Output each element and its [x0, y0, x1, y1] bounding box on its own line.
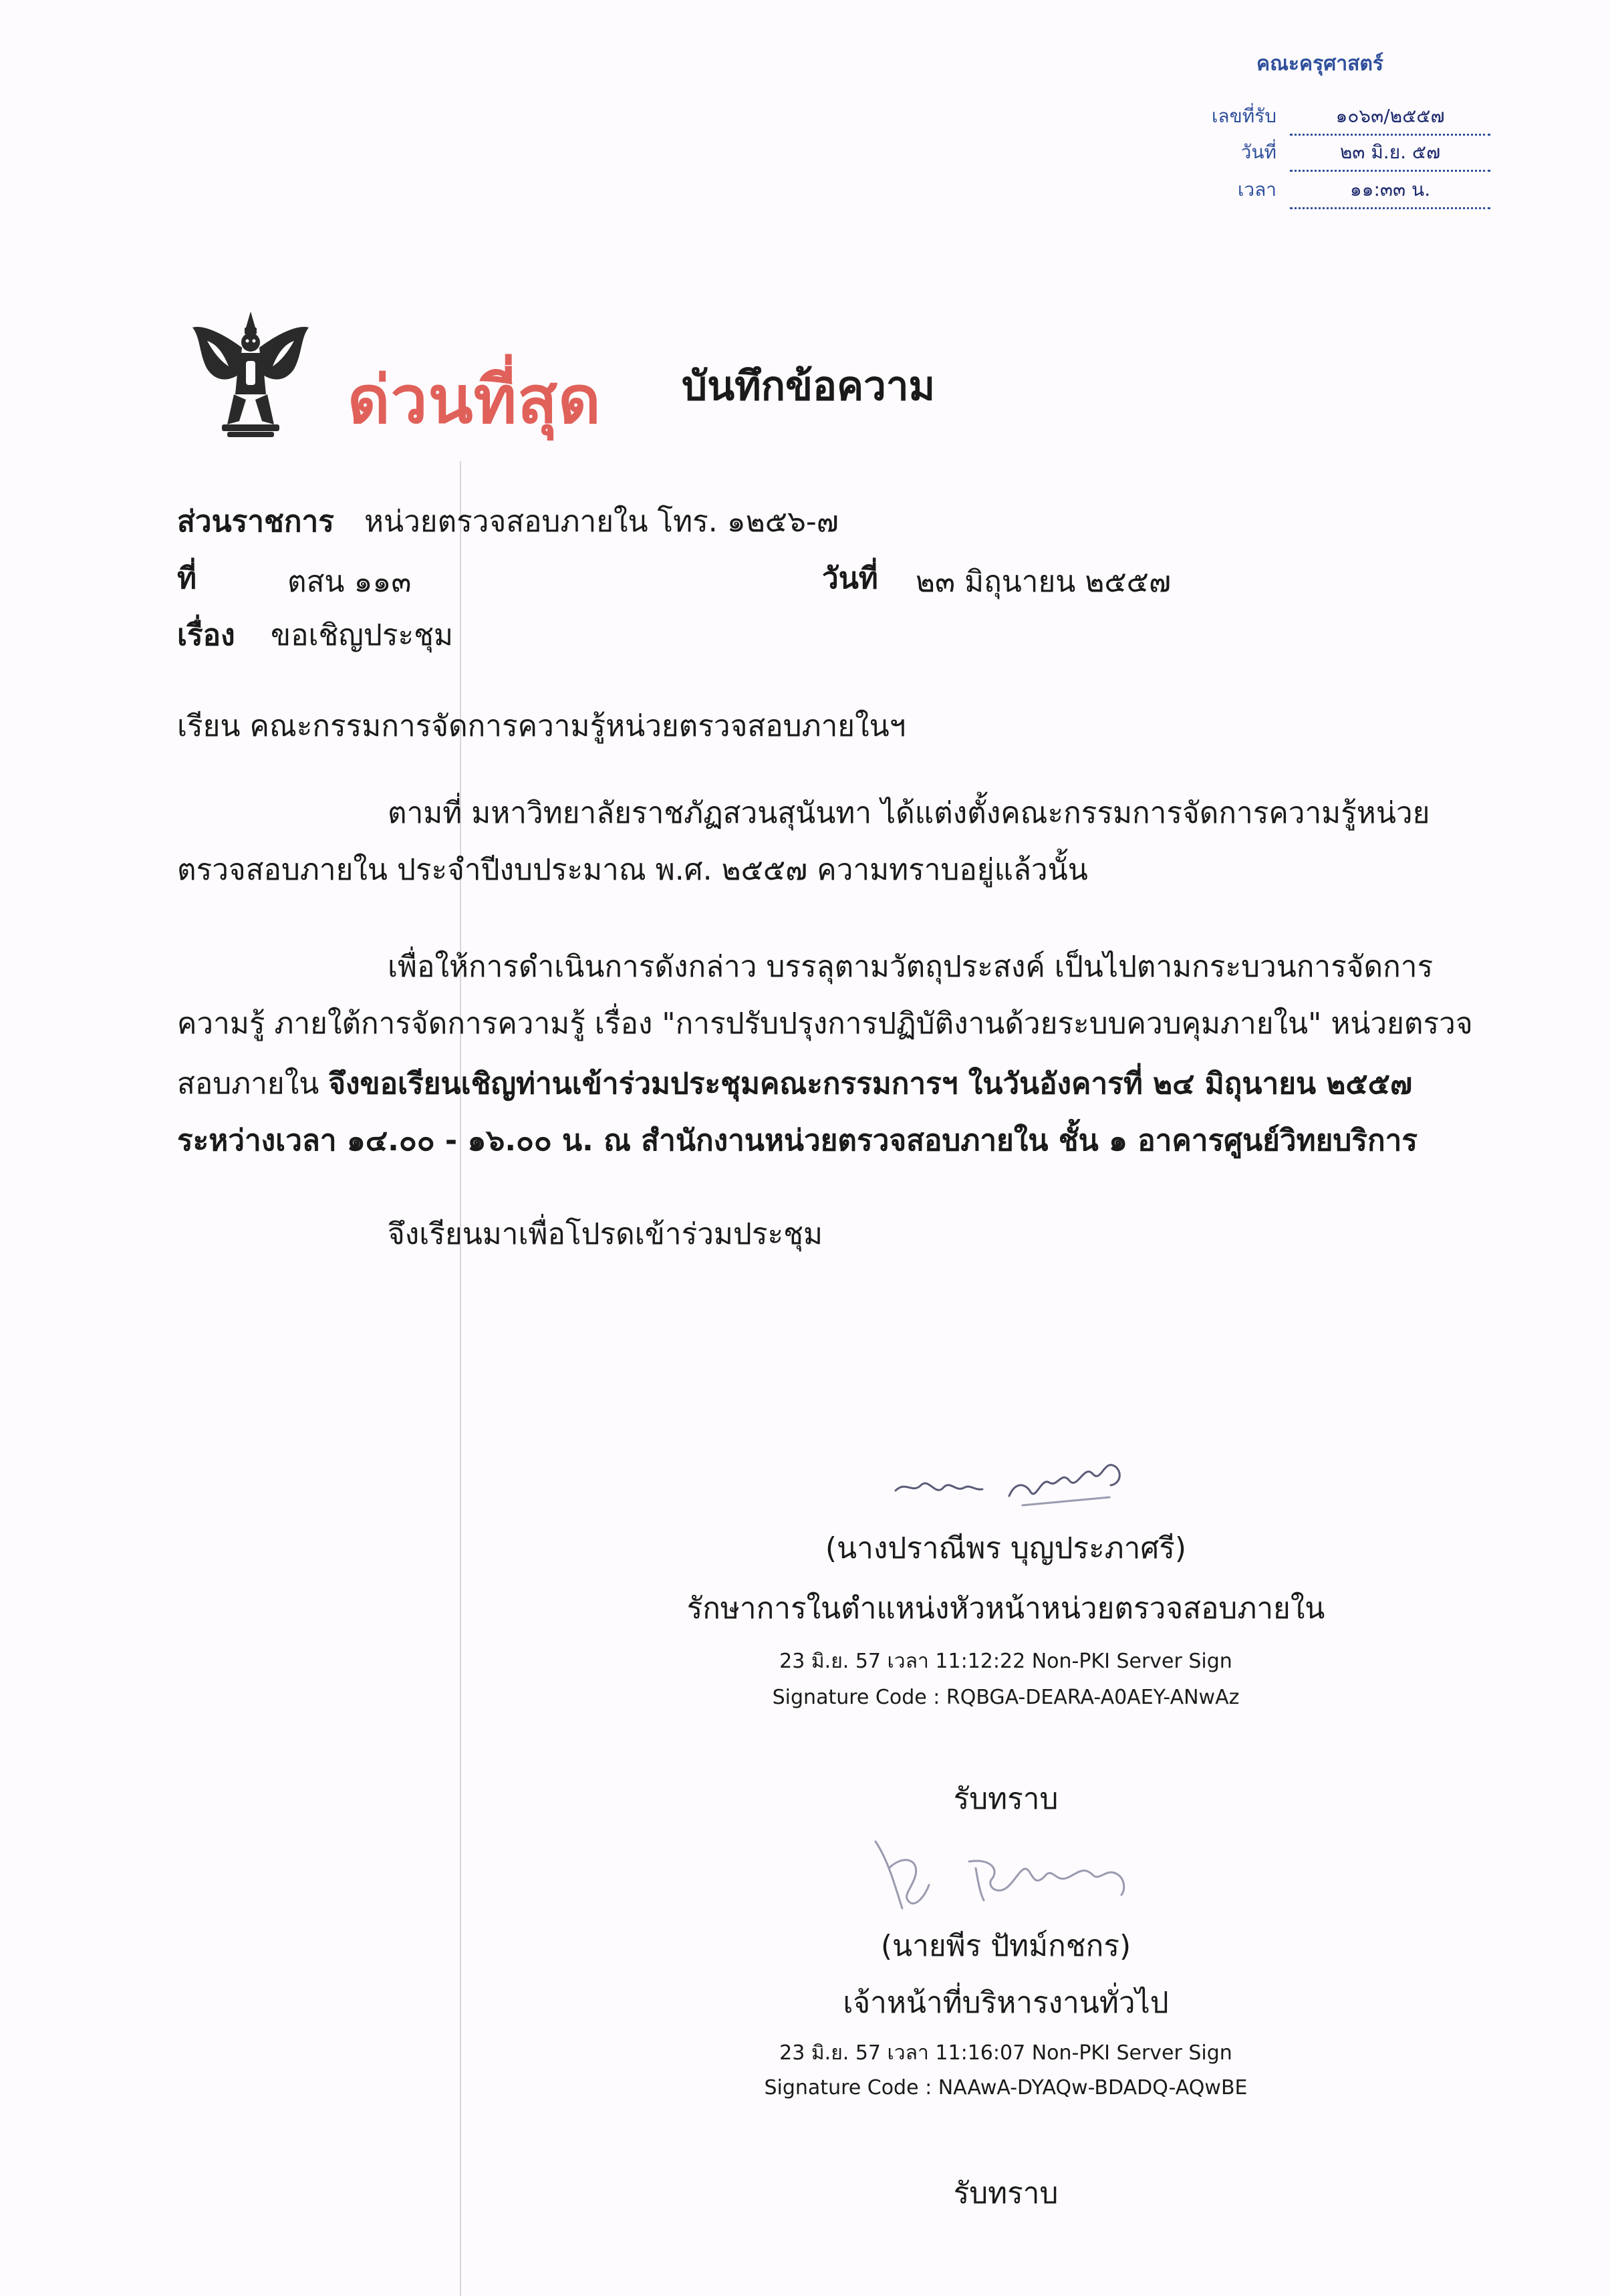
agency-value: หน่วยตรวจสอบภายใน โทร. ๑๒๕๖-๗	[364, 505, 839, 539]
urgency-label: ด่วนที่สุด	[348, 362, 601, 438]
agency-label: ส่วนราชการ	[177, 505, 334, 539]
stamp-row-time	[1163, 175, 1470, 210]
acknowledge-2: รับทราบ	[953, 2176, 1059, 2210]
memo-title: บันทึกข้อความ	[682, 363, 936, 410]
paragraph-2-line-3	[177, 1053, 1412, 1116]
stamp-row-date	[1163, 138, 1470, 172]
stamp-row-number	[1163, 102, 1470, 136]
paragraph-1-line-2: ตรวจสอบภายใน ประจำปีงบประมาณ พ.ศ. ๒๕๕๗ ความทราบอยู่แล้วนั้น	[177, 853, 1088, 887]
signer-1-esign-code: Signature Code : RQBGA-DEARA-A0AEY-ANwAz	[772, 1686, 1240, 1709]
stamp-value: ๑๐๖๓/๒๕๕๗	[1290, 102, 1490, 136]
signer-2-signature-image	[862, 1821, 1156, 1922]
stamp-org: คณะครุศาสตร์	[1256, 52, 1383, 76]
ref-label: ที่	[177, 561, 197, 596]
paragraph-2-line-1: เพื่อให้การดำเนินการดังกล่าว บรรลุตามวัตถุประสงค์ เป็นไปตามกระบวนการจัดการ	[388, 950, 1434, 984]
signer-1-esign-time: 23 มิ.ย. 57 เวลา 11:12:22 Non-PKI Server Sign	[779, 1650, 1232, 1673]
signature-1-image	[889, 1444, 1143, 1517]
stamp-label: เวลา	[1237, 178, 1277, 201]
stamp-label: วันที่	[1240, 141, 1277, 163]
paragraph-1-line-1: ตามที่ มหาวิทยาลัยราชภัฏสวนสุนันทา ได้แต่งตั้งคณะกรรมการจัดการความรู้หน่วย	[388, 796, 1430, 830]
garuda-emblem-icon	[187, 307, 314, 441]
subject-label: เรื่อง	[177, 618, 235, 652]
signer-2-esign-code: Signature Code : NAAwA-DYAQw-BDADQ-AQwBE	[764, 2076, 1248, 2099]
stamp-value: ๒๓ มิ.ย. ๕๗	[1290, 138, 1490, 172]
paragraph-2-line-2: ความรู้ ภายใต้การจัดการความรู้ เรื่อง "การปรับปรุงการปฏิบัติงานด้วยระบบควบคุมภายใน" หน่วยตรวจ	[177, 1007, 1473, 1041]
salutation: เรียน คณะกรรมการจัดการความรู้หน่วยตรวจสอบภายในฯ	[177, 709, 906, 743]
stamp-label: เลขที่รับ	[1211, 105, 1277, 127]
meeting-time-place: ระหว่างเวลา ๑๔.๐๐ - ๑๖.๐๐ น. ณ สำนักงานหน่วยตรวจสอบภายใน ชั้น ๑ อาคารศูนย์วิทยบริการ	[177, 1124, 1418, 1158]
signer-1-position: รักษาการในตำแหน่งหัวหน้าหน่วยตรวจสอบภายใน	[686, 1591, 1325, 1626]
paragraph-2-line-3-normal: สอบภายใน	[177, 1067, 329, 1101]
acknowledge-1: รับทราบ	[953, 1782, 1059, 1816]
meeting-invite-text: จึงขอเรียนเชิญท่านเข้าร่วมประชุมคณะกรรมการฯ ในวันอังคารที่ ๒๔ มิถุนายน ๒๕๕๗	[328, 1067, 1413, 1101]
closing-line: จึงเรียนมาเพื่อโปรดเข้าร่วมประชุม	[388, 1217, 823, 1251]
ref-value: ตสน ๑๑๓	[287, 565, 412, 599]
signer-2-name: (นายพีร ปัทม์กชกร)	[880, 1929, 1131, 1963]
signer-2-position: เจ้าหน้าที่บริหารงานทั่วไป	[843, 1986, 1169, 2020]
signer-1-name: (นางปราณีพร บุญประภาศรี)	[825, 1531, 1187, 1565]
stamp-value: ๑๑:๓๓ น.	[1290, 175, 1490, 209]
subject-value: ขอเชิญประชุม	[271, 618, 453, 652]
date-value: ๒๓ มิถุนายน ๒๕๕๗	[916, 565, 1172, 599]
signer-2-esign-time: 23 มิ.ย. 57 เวลา 11:16:07 Non-PKI Server Sign	[779, 2041, 1232, 2065]
date-label: วันที่	[822, 561, 878, 596]
